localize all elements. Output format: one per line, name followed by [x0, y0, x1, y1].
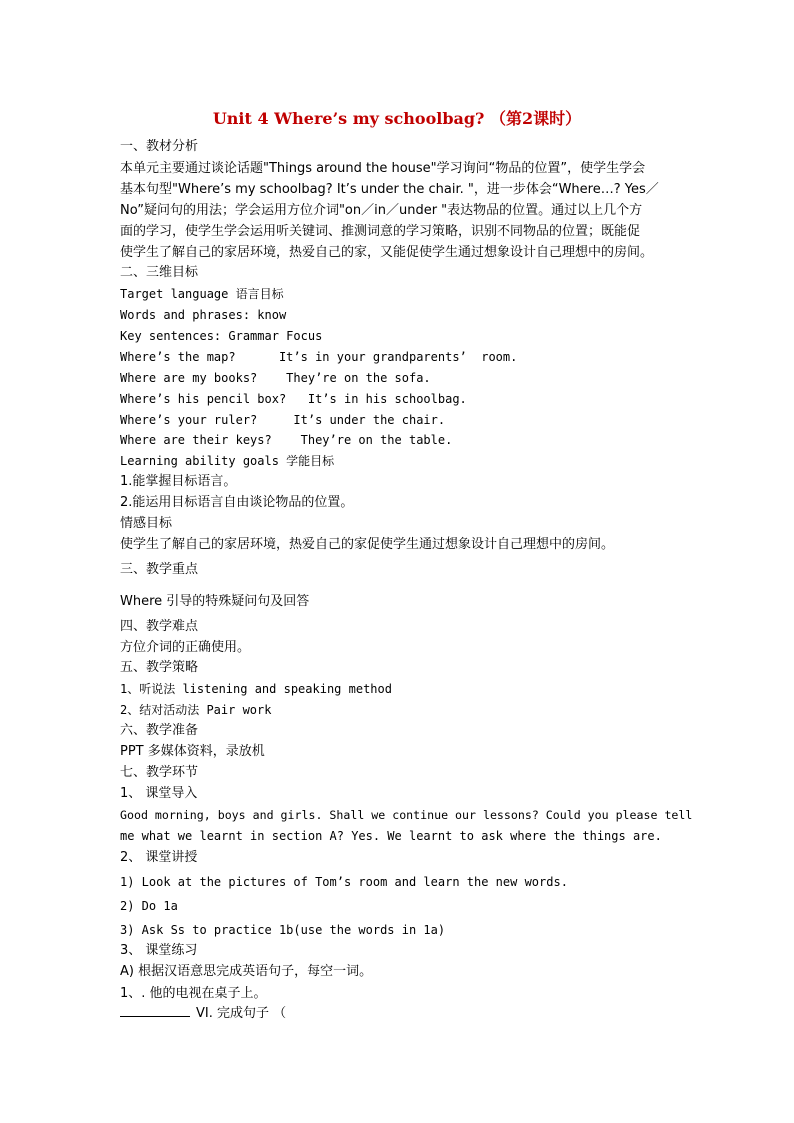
sentence-line: Where’s the map? It’s in your grandparents’ room.	[120, 350, 518, 364]
sentence-line: Where’s his pencil box? It’s in his schoolbag.	[120, 392, 467, 406]
text-line: me what we learnt in section A? Yes. We learnt to ask where the things are.	[120, 829, 662, 843]
answer-blank	[120, 1004, 190, 1017]
text-line: Target language 语言目标	[120, 287, 284, 301]
text-line: 1、. 他的电视在桌子上。	[120, 986, 267, 1001]
text-line: Where 引导的特殊疑问句及回答	[120, 594, 310, 609]
heading-objectives: 二、三维目标	[120, 265, 199, 280]
document-title: Unit 4 Where’s my schoolbag? （第2课时）	[212, 109, 582, 128]
text-line: Key sentences: Grammar Focus	[120, 329, 323, 343]
heading-strategies: 五、教学策略	[120, 660, 199, 675]
paragraph-line: 使学生了解自己的家居环境，热爱自己的家，又能促使学生通过想象设计自己理想中的房间。	[120, 245, 654, 260]
text-line: 1) Look at the pictures of Tom’s room and learn the new words.	[120, 875, 568, 889]
paragraph-line: 本单元主要通过谈论话题"Things around the house"学习询问“物品的位置”，使学生学会	[120, 161, 646, 176]
text-line: 2.能运用目标语言自由谈论物品的位置。	[120, 495, 354, 510]
heading-key-points: 三、教学重点	[120, 562, 199, 577]
heading-difficult-points: 四、教学难点	[120, 619, 199, 634]
text-line: 使学生了解自己的家居环境，热爱自己的家促使学生通过想象设计自己理想中的房间。	[120, 537, 615, 552]
heading-textbook-analysis: 一、教材分析	[120, 139, 199, 154]
text-line: 方位介词的正确使用。	[120, 640, 251, 655]
text-line: 1、听说法 listening and speaking method	[120, 682, 392, 696]
text-line	[120, 1004, 680, 1024]
text-line: A) 根据汉语意思完成英语句子，每空一词。	[120, 964, 373, 979]
text-line: 2、 课堂讲授	[120, 850, 198, 865]
text-line: 1、 课堂导入	[120, 786, 198, 801]
text-line: PPT 多媒体资料，录放机	[120, 744, 265, 759]
sentence-line: Where are their keys? They’re on the table.	[120, 433, 453, 447]
text-line: Good morning, boys and girls. Shall we continue our lessons? Could you please tell	[120, 808, 693, 822]
text-line: 1.能掌握目标语言。	[120, 474, 237, 489]
text-line: Learning ability goals 学能目标	[120, 454, 335, 468]
exercise-heading: VI. 完成句子 （	[196, 1006, 287, 1021]
text-line: 2) Do 1a	[120, 899, 178, 913]
text-line: Words and phrases: know	[120, 308, 287, 322]
text-line: 2、结对活动法 Pair work	[120, 703, 272, 717]
heading-preparation: 六、教学准备	[120, 723, 199, 738]
text-line: 3、 课堂练习	[120, 943, 198, 958]
heading-emotion: 情感目标	[120, 516, 173, 531]
text-line: 3) Ask Ss to practice 1b(use the words in 1a)	[120, 923, 446, 937]
paragraph-line: No”疑问句的用法；学会运用方位介词"on／in／under "表达物品的位置。通过以上几个方	[120, 203, 643, 218]
sentence-line: Where’s your ruler? It’s under the chair.	[120, 413, 446, 427]
sentence-line: Where are my books? They’re on the sofa.	[120, 371, 431, 385]
paragraph-line: 基本句型"Where’s my schoolbag? It’s under the chair. "，进一步体会“Where…? Yes／	[120, 182, 659, 197]
heading-procedure: 七、教学环节	[120, 765, 199, 780]
paragraph-line: 面的学习，使学生学会运用听关键词、推测词意的学习策略，识别不同物品的位置；既能促	[120, 224, 641, 239]
